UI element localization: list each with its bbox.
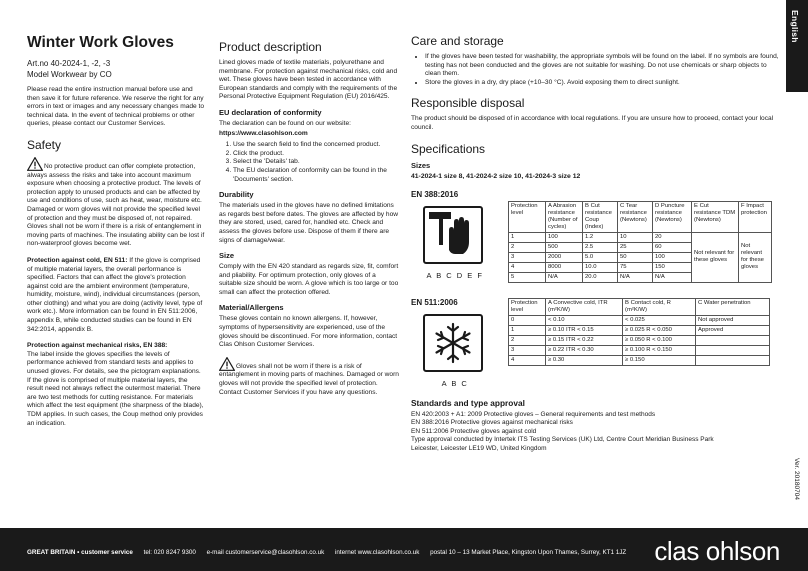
material-text: These gloves contain no known allergens. If, however, symptoms of hypersensitivity are experienced, use of the gloves should be discontinued. For more information, contact Clas Ohlson Customer Services.	[219, 315, 398, 349]
cell: 5.0	[583, 252, 618, 262]
cell: ≥ 0.100 R < 0.150	[623, 345, 696, 355]
standards-lines	[411, 411, 783, 454]
cell: 0	[509, 315, 546, 325]
footer-contact	[27, 549, 635, 556]
table-row	[509, 335, 770, 345]
safety-paragraph	[27, 157, 205, 249]
cell: Approved	[696, 325, 770, 335]
standards-heading: Standards and type approval	[411, 397, 525, 408]
cell	[696, 345, 770, 355]
language-tab	[786, 0, 808, 92]
eu-step: 1. Use the search field to find the concerned product.	[233, 141, 399, 150]
table-header-row	[509, 201, 772, 232]
glove-hammer-icon	[425, 208, 481, 262]
table-row	[509, 325, 770, 335]
cell: ≥ 0.30	[546, 355, 623, 365]
material-heading: Material/Allergens	[219, 303, 284, 313]
language-label: English	[790, 10, 800, 43]
eu-step: 4. The EU declaration of conformity can be found in the 'Documents' section.	[233, 167, 399, 184]
cell: ≥ 0.15 ITR < 0.22	[546, 335, 623, 345]
care-item: • Store the gloves in a dry, dry place (+10–30 °C). Avoid exposing them to direct sunlight.	[425, 79, 783, 88]
cell: Not approved	[696, 315, 770, 325]
size-text: Comply with the EN 420 standard as regards size, fit, comfort and pliability. For optimum protection, only gloves of a suitable size should be worn. A glove which is too large or too small can affect the protection offered.	[219, 263, 399, 296]
column-middle	[219, 40, 399, 402]
cell: ≥ 0.025 R < 0.050	[623, 325, 696, 335]
th-a: A Convective cold, ITR (m²K/W)	[546, 298, 623, 315]
cell: 10.0	[583, 262, 618, 272]
cell: 2000	[546, 252, 583, 262]
mech-heading: Protection against mechanical risks, EN 388:	[27, 342, 168, 350]
cell: 1	[509, 232, 546, 242]
mech-paragraph	[27, 342, 205, 428]
cell: < 0.10	[546, 315, 623, 325]
eu-text: The declaration can be found on our website:	[219, 119, 351, 127]
care-list	[411, 53, 783, 87]
product-text: Lined gloves made of textile materials, polyurethane and membrane. For protection against mechanical risks, cold and wet. These gloves have been tested in accordance with European standards and comply with the requirements of the Personal Protective Equipment Regulation (EU) 2016/425.	[219, 59, 398, 101]
size-heading: Size	[219, 251, 235, 261]
footer-internet[interactable]: internet www.clasohlson.co.uk	[335, 549, 420, 556]
sizes-heading: Sizes	[411, 160, 431, 170]
footer-country: GREAT BRITAIN • customer service	[27, 549, 133, 556]
en511-label: EN 511:2006	[411, 297, 458, 307]
cell: 25	[618, 242, 653, 252]
cell: < 0.025	[623, 315, 696, 325]
th-level: Protection level	[509, 201, 546, 232]
disposal-heading: Responsible disposal	[411, 96, 525, 111]
cell: ≥ 0.150	[623, 355, 696, 365]
footer-tel[interactable]: tel: 020 8247 9300	[143, 549, 196, 556]
eu-step: 2. Click the product.	[233, 150, 399, 159]
cell: 4	[509, 355, 546, 365]
cell: ≥ 0.22 ITR < 0.30	[546, 345, 623, 355]
en511-pictogram	[423, 314, 483, 372]
care-item: • If the gloves have been tested for washability, the appropriate symbols will be found on the label. If no symbols are found, testing has not been conducted and the gloves are not suitable for washing. Do not use chemicals or sharp objects to clean them.	[425, 53, 783, 79]
cell: 60	[653, 242, 692, 252]
en388-pictogram	[423, 206, 483, 264]
cell: 75	[618, 262, 653, 272]
en388-table	[508, 201, 772, 283]
cell	[696, 335, 770, 345]
warning-icon	[219, 357, 235, 371]
table-header-row	[509, 298, 770, 315]
th-d: D Puncture resistance (Newtons)	[653, 201, 692, 232]
table-row	[509, 355, 770, 365]
cell: 100	[653, 252, 692, 262]
en511-letters: A B C	[441, 378, 469, 388]
th-c: C Tear resistance (Newtons)	[618, 201, 653, 232]
warning2-paragraph	[219, 357, 399, 397]
cell: ≥ 0.050 R < 0.100	[623, 335, 696, 345]
th-e: E Cut resistance TDM (Newtons)	[692, 201, 739, 232]
en388-block	[411, 190, 783, 302]
product-heading: Product description	[219, 40, 322, 54]
cell: 2	[509, 335, 546, 345]
en388-letters: A B C D E F	[426, 270, 484, 280]
eu-heading: EU declaration of conformity	[219, 107, 322, 117]
cell: N/A	[618, 272, 653, 282]
cell: 1	[509, 325, 546, 335]
cell: 2	[509, 242, 546, 252]
snowflake-icon	[425, 316, 481, 370]
disposal-text: The product should be disposed of in accordance with local regulations. If you are unsure how to proceed, contact your local council.	[411, 115, 774, 131]
safety-text: No protective product can offer complete protection, always assess the risks and take into account maximum exposure when choosing a protective product. The levels of protection apply to unused products and can be affected by use and conditions of use, such as heat, wear, moisture etc. Damaged or worn gloves will not provide the specified level of protection and they must be disposed of, not repaired. Gloves shall not be worn if there is a risk of entanglement in moving parts of machines. The insulating ability can be lost if non-waterproof gloves become wet.	[27, 162, 205, 248]
sizes-text: 41-2024-1 size 8, 41-2024-2 size 10, 41-2024-3 size 12	[411, 172, 581, 180]
th-c: C Water penetration	[696, 298, 770, 315]
standards-line: EN 420:2003 + A1: 2009 Protective gloves – General requirements and test methods	[411, 410, 656, 418]
cold-text: If the glove is comprised of multiple material layers, the overall performance is specified. Factors that can affect the glove's protection against cold are the ambient environment (temperature, humidity, moisture, wind), individual circumstances (person, other clothing) and what you are doing (activity level, type of work etc.). More information can be found in EN 511:2006, appendix B, while conducted studies can be found in EN 342:2014, appendix B.	[27, 256, 203, 333]
e-note: Not relevant for these gloves	[692, 232, 739, 282]
standards-line: Leicester, Leicester LE19 WD, United Kingdom	[411, 444, 547, 452]
en388-label: EN 388:2016	[411, 189, 459, 199]
f-note: Not relevant for these gloves	[739, 232, 772, 282]
footer-postal: postal 10 – 13 Market Place, Kingston Upon Thames, Surrey, KT1 1JZ	[430, 549, 627, 556]
cell: 2.5	[583, 242, 618, 252]
cell: 10	[618, 232, 653, 242]
en511-table	[508, 298, 770, 366]
safety-heading: Safety	[27, 137, 62, 152]
cell: 20.0	[583, 272, 618, 282]
warning2-text: Gloves shall not be worn if there is a risk of entanglement in moving parts of machines. Damaged or worn gloves will not provide the specified level of protection. Contact Customer Services if you have any questions.	[219, 362, 399, 396]
cell: 1.2	[583, 232, 618, 242]
cell: 3	[509, 252, 546, 262]
th-b: B Contact cold, R (m²K/W)	[623, 298, 696, 315]
cell: 20	[653, 232, 692, 242]
article-number: Art.no 40-2024-1, -2, -3	[27, 59, 111, 68]
cell	[696, 355, 770, 365]
en511-block	[411, 298, 783, 410]
care-heading: Care and storage	[411, 34, 504, 48]
th-f: F Impact protection	[739, 201, 772, 232]
table-row	[509, 232, 772, 242]
standards-line: Type approval conducted by Intertek ITS Testing Services (UK) Ltd, Centre Court Meridian Business Park	[411, 436, 714, 444]
eu-url[interactable]: https://www.clasohlson.com	[219, 129, 308, 137]
mech-text: The label inside the gloves specifies the levels of performance achieved from standard tests and applies to unused gloves. For details, see the pictogram explanations. If the glove is comprised of multiple material layers, the result need not always reflect the outermost material. There are two test methods for cutting resistance. For materials which affect the test equipment (the sharpness of the blade), TDM applies. In such cases, the Coup method only provides an indication.	[27, 350, 204, 427]
durability-text: The materials used in the gloves have no defined limitations as regards best before dates. The gloves are affected by how they are stored, used, cared for, handled etc. Check and assess the gloves before use. Dispose of them if there are signs of damage/wear.	[219, 202, 398, 244]
cell: 3	[509, 345, 546, 355]
eu-steps	[219, 141, 399, 184]
th-b: B Cut resistance Coup (Index)	[583, 201, 618, 232]
cell: 50	[618, 252, 653, 262]
table-row	[509, 345, 770, 355]
durability-heading: Durability	[219, 190, 254, 200]
cell: 100	[546, 232, 583, 242]
warning-icon	[27, 157, 43, 171]
th-level: Protection level	[509, 298, 546, 315]
intro-text: Please read the entire instruction manual before use and then save it for future reference. We reserve the right for any errors in text or images and any necessary changes made to technical data. In the event of technical problems or other queries, please contact our Customer Services.	[27, 86, 205, 128]
standards-line: EN 388:2016 Protective gloves against mechanical risks	[411, 419, 573, 427]
table-row	[509, 315, 770, 325]
standards-line: EN 511:2006 Protective gloves against cold	[411, 427, 537, 435]
cell: N/A	[653, 272, 692, 282]
cell: ≥ 0.10 ITR < 0.15	[546, 325, 623, 335]
model-line: Model Workwear by CO	[27, 70, 112, 79]
page-title: Winter Work Gloves	[27, 34, 174, 51]
cold-paragraph	[27, 257, 205, 334]
version-label: Ver. 20180704	[793, 458, 800, 500]
cell: 5	[509, 272, 546, 282]
footer-email[interactable]: e-mail customerservice@clasohlson.co.uk	[206, 549, 325, 556]
cell: 8000	[546, 262, 583, 272]
cell: 150	[653, 262, 692, 272]
cold-heading: Protection against cold, EN 511:	[27, 256, 128, 264]
eu-step: 3. Select the 'Details' tab.	[233, 158, 399, 167]
column-left	[27, 34, 205, 433]
cell: 4	[509, 262, 546, 272]
column-right	[411, 34, 783, 453]
spec-heading: Specifications	[411, 141, 486, 156]
th-a: A Abrasion resistance (Number of cycles)	[546, 201, 583, 232]
footer	[0, 528, 808, 571]
cell: N/A	[546, 272, 583, 282]
brand-logo: clas ohlson	[654, 536, 780, 566]
cell: 500	[546, 242, 583, 252]
